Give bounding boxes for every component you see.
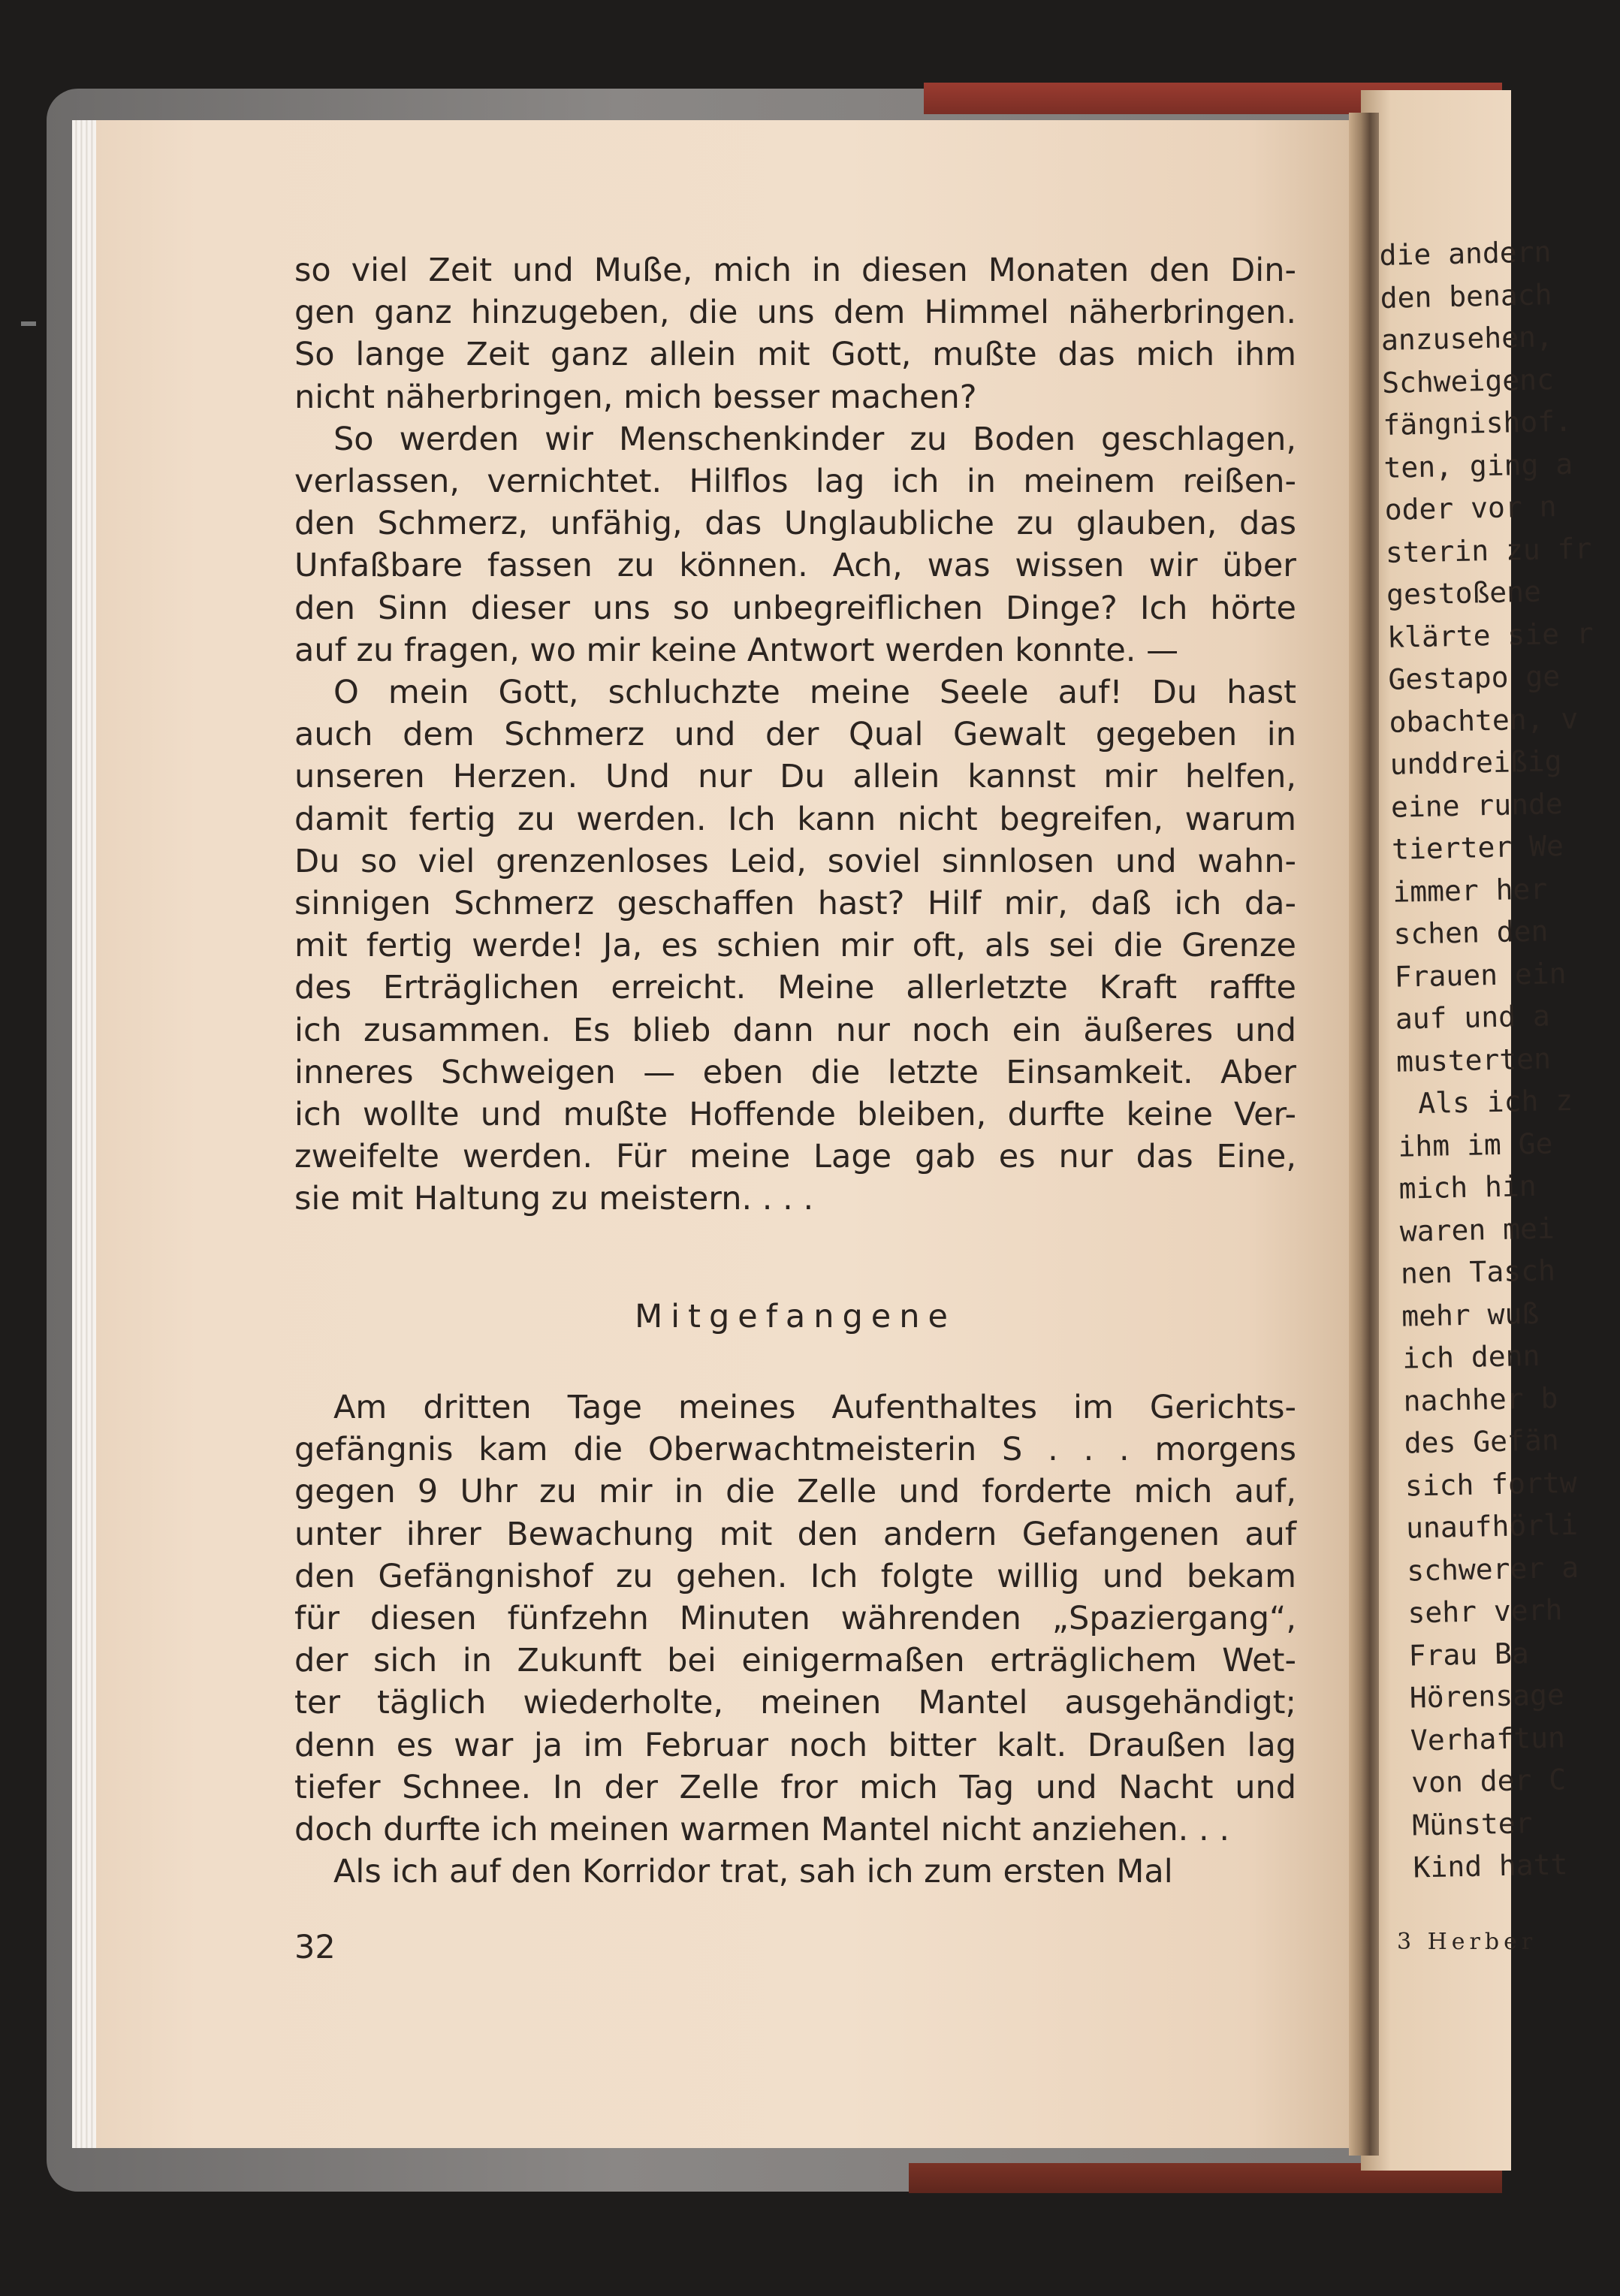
right-text-line: den benach bbox=[1380, 277, 1552, 315]
right-page-footer: 3 Herber bbox=[1397, 1929, 1537, 1955]
text-line: den Sinn dieser uns so unbegreiflichen Dinge? Ich hörte bbox=[294, 589, 1296, 627]
right-text-line: Gestapo ge bbox=[1387, 659, 1561, 696]
right-text-line: nen Tasch bbox=[1400, 1254, 1556, 1290]
text-line: zweifelte werden. Für meine Lage gab es nur das Eine, bbox=[294, 1138, 1296, 1176]
text-line: mit fertig werde! Ja, es schien mir oft, als sei die Grenze bbox=[294, 927, 1296, 965]
text-line: denn es war ja im Februar noch bitter kalt. Draußen lag bbox=[294, 1726, 1296, 1764]
section-body-text bbox=[294, 1386, 1296, 1893]
text-line: Als ich auf den Korridor trat, sah ich zum ersten Mal bbox=[333, 1853, 1173, 1891]
right-text-line: Münster bbox=[1411, 1806, 1533, 1842]
right-text-line: Frau Ba bbox=[1408, 1636, 1530, 1673]
text-line: der sich in Zukunft bei einigermaßen erträglichem Wet- bbox=[294, 1642, 1296, 1680]
text-line: damit fertig zu werden. Ich kann nicht begreifen, warum bbox=[294, 800, 1296, 838]
right-text-line: Schweigenc bbox=[1381, 362, 1555, 400]
right-text-line: die andern bbox=[1379, 235, 1552, 272]
text-line: So werden wir Menschenkinder zu Boden geschlagen, bbox=[333, 420, 1296, 458]
right-text-line: ich denn bbox=[1401, 1338, 1540, 1375]
section-heading: Mitgefangene bbox=[635, 1298, 956, 1335]
right-text-line: von der C bbox=[1410, 1763, 1567, 1800]
right-text-line: obachten, v bbox=[1389, 701, 1579, 739]
text-line: sie mit Haltung zu meistern. . . . bbox=[294, 1180, 814, 1218]
text-line: des Erträglichen erreicht. Meine allerletzte Kraft raffte bbox=[294, 969, 1296, 1007]
right-text-line: sich fortw bbox=[1404, 1465, 1578, 1503]
right-text-line: schen den bbox=[1393, 914, 1549, 951]
right-text-line: unddreißig bbox=[1389, 744, 1562, 781]
text-line: O mein Gott, schluchzte meine Seele auf! Du hast bbox=[333, 674, 1296, 712]
right-text-line: musterten bbox=[1395, 1041, 1552, 1079]
text-line: tiefer Schnee. In der Zelle fror mich Tag und Nacht und bbox=[294, 1768, 1296, 1806]
right-text-line: nachher b bbox=[1403, 1380, 1558, 1418]
right-text-line: eine runde bbox=[1390, 786, 1564, 824]
text-line: inneres Schweigen — eben die letzte Einsamkeit. Aber bbox=[294, 1053, 1296, 1091]
right-text-line: schwerer a bbox=[1406, 1550, 1579, 1588]
right-text-line: auf und a bbox=[1395, 999, 1551, 1036]
text-line: Du so viel grenzenloses Leid, soviel sinnlosen und wahn- bbox=[294, 842, 1296, 880]
right-text-line: Kind hatt bbox=[1413, 1848, 1568, 1884]
text-line: gegen 9 Uhr zu mir in die Zelle und forderte mich auf, bbox=[294, 1473, 1296, 1511]
right-text-line: ihm im Ge bbox=[1397, 1126, 1553, 1163]
right-text-line: Frauen ein bbox=[1394, 956, 1567, 994]
right-text-line: Hörensage bbox=[1409, 1678, 1565, 1715]
text-line: sinnigen Schmerz geschaffen hast? Hilf mir, daß ich da- bbox=[294, 885, 1296, 923]
right-text-line: anzusehen, bbox=[1380, 320, 1554, 357]
right-text-line: oder vor n bbox=[1384, 490, 1557, 526]
right-text-line: unaufhörli bbox=[1405, 1507, 1579, 1545]
text-line: auf zu fragen, wo mir keine Antwort werden konnte. — bbox=[294, 631, 1179, 669]
right-text-line: tierter We bbox=[1391, 829, 1564, 866]
right-text-line: mehr wuß bbox=[1401, 1296, 1540, 1333]
text-line: ich zusammen. Es blieb dann nur noch ein äußeres und bbox=[294, 1011, 1296, 1049]
text-line: so viel Zeit und Muße, mich in diesen Monaten den Din- bbox=[294, 252, 1296, 289]
right-text-line: Verhaftun bbox=[1410, 1720, 1566, 1757]
text-line: unter ihrer Bewachung mit den andern Gefangenen auf bbox=[294, 1515, 1296, 1553]
text-line: ter täglich wiederholte, meinen Mantel ausgehändigt; bbox=[294, 1684, 1296, 1722]
page-number: 32 bbox=[294, 1929, 336, 1966]
right-text-line: gestoßene bbox=[1386, 575, 1542, 611]
text-line: Unfaßbare fassen zu können. Ach, was wissen wir über bbox=[294, 547, 1296, 585]
text-line: nicht näherbringen, mich besser machen? bbox=[294, 378, 977, 416]
text-line: ich wollte und mußte Hoffende bleiben, durfte keine Ver- bbox=[294, 1096, 1296, 1134]
text-line: doch durfte ich meinen warmen Mantel nicht anziehen. . . bbox=[294, 1811, 1230, 1849]
text-line: für diesen fünfzehn Minuten währenden „Spaziergang“, bbox=[294, 1600, 1296, 1638]
text-line: verlassen, vernichtet. Hilflos lag ich in meinem reißen- bbox=[294, 463, 1296, 501]
right-text-line: fängnishof. bbox=[1382, 404, 1573, 442]
book-gutter bbox=[1349, 113, 1379, 2156]
right-text-line: ten, ging a bbox=[1383, 447, 1573, 484]
text-line: auch dem Schmerz und der Qual Gewalt gegeben in bbox=[294, 716, 1296, 754]
right-text-line: mich hin bbox=[1398, 1169, 1537, 1205]
text-line: den Gefängnishof zu gehen. Ich folgte willig und bekam bbox=[294, 1557, 1296, 1595]
text-line: den Schmerz, unfähig, das Unglaubliche zu glauben, das bbox=[294, 505, 1296, 543]
text-line: gen ganz hinzugeben, die uns dem Himmel näherbringen. bbox=[294, 294, 1296, 332]
text-line: So lange Zeit ganz allein mit Gott, mußte das mich ihm bbox=[294, 336, 1296, 374]
text-line: gefängnis kam die Oberwachtmeisterin S . . . morgens bbox=[294, 1431, 1296, 1469]
right-text-line: Als ich z bbox=[1417, 1083, 1573, 1121]
right-text-line: waren mei bbox=[1399, 1211, 1555, 1248]
right-text-line: des Gefän bbox=[1404, 1423, 1560, 1460]
text-line: Am dritten Tage meines Aufenthaltes im Gerichts- bbox=[333, 1389, 1296, 1426]
right-text-line: immer her bbox=[1392, 872, 1548, 909]
text-line: unseren Herzen. Und nur Du allein kannst mir helfen, bbox=[294, 758, 1296, 796]
right-text-line: sehr verh bbox=[1407, 1593, 1563, 1630]
right-text-line: klärte sie r bbox=[1386, 616, 1594, 654]
scanner-mark bbox=[21, 321, 36, 326]
left-page-body-text bbox=[294, 249, 1296, 1220]
right-text-line: sterin zu fr bbox=[1385, 531, 1592, 569]
